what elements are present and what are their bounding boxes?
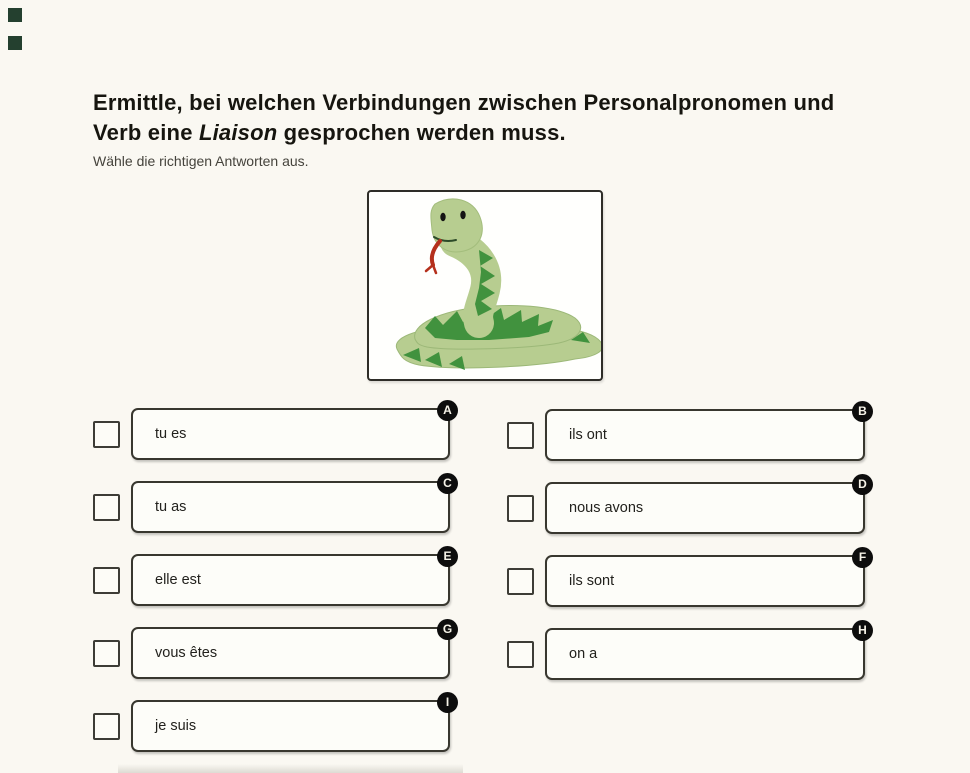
option-checkbox-a[interactable] xyxy=(93,421,120,448)
corner-accent-square-top xyxy=(8,8,22,22)
option-row-i xyxy=(93,695,450,752)
option-button-b[interactable] xyxy=(545,404,867,461)
option-badge-h: H xyxy=(852,620,873,641)
option-badge-a: A xyxy=(437,400,458,421)
options-column-left xyxy=(93,403,453,752)
option-badge-i: I xyxy=(437,692,458,713)
option-checkbox-i[interactable] xyxy=(93,713,120,740)
option-button-e[interactable] xyxy=(131,549,452,606)
option-button-f[interactable] xyxy=(545,550,867,607)
option-badge-g: G xyxy=(437,619,458,640)
option-checkbox-f[interactable] xyxy=(507,568,534,595)
question-line-2: Verb eine Liaison gesprochen werden muss. xyxy=(93,120,566,145)
option-badge-f: F xyxy=(852,547,873,568)
option-button-g[interactable] xyxy=(131,622,453,679)
option-badge-e: E xyxy=(437,546,458,567)
question-italic-term: Liaison xyxy=(198,120,278,145)
option-button-c[interactable] xyxy=(131,476,452,533)
option-row-a xyxy=(93,403,452,460)
option-checkbox-g[interactable] xyxy=(93,640,120,667)
option-row-b xyxy=(507,404,867,461)
option-label-a: tu es xyxy=(155,426,187,442)
option-row-e xyxy=(93,549,452,606)
exercise-instruction: Wähle die richtigen Antworten aus. xyxy=(93,153,309,169)
option-label-i: je suis xyxy=(155,718,197,734)
option-checkbox-h[interactable] xyxy=(507,641,534,668)
bottom-shade xyxy=(118,764,463,773)
option-label-f: ils sont xyxy=(569,573,615,589)
option-badge-d: D xyxy=(852,474,873,495)
option-checkbox-b[interactable] xyxy=(507,422,534,449)
option-checkbox-d[interactable] xyxy=(507,495,534,522)
option-button-h[interactable] xyxy=(545,623,867,680)
snake-illustration xyxy=(369,192,601,379)
option-checkbox-e[interactable] xyxy=(93,567,120,594)
option-button-i[interactable] xyxy=(131,695,450,752)
option-checkbox-c[interactable] xyxy=(93,494,120,521)
option-label-g: vous êtes xyxy=(155,645,218,661)
option-button-d[interactable] xyxy=(545,477,867,534)
option-label-h: on a xyxy=(569,646,598,662)
option-button-a[interactable] xyxy=(131,403,452,460)
corner-accent-square-bottom xyxy=(8,36,22,50)
question-line-1: Ermittle, bei welchen Verbindungen zwischen Personalpronomen und xyxy=(93,90,835,115)
option-label-e: elle est xyxy=(155,572,201,588)
options-column-right xyxy=(507,404,867,680)
option-row-g xyxy=(93,622,453,679)
option-badge-b: B xyxy=(852,401,873,422)
option-row-f xyxy=(507,550,867,607)
option-badge-c: C xyxy=(437,473,458,494)
option-row-c xyxy=(93,476,452,533)
illustration-card xyxy=(367,190,603,381)
option-label-b: ils ont xyxy=(569,427,607,443)
exercise-question xyxy=(93,88,893,148)
option-label-d: nous avons xyxy=(569,500,644,516)
option-row-h xyxy=(507,623,867,680)
option-label-c: tu as xyxy=(155,499,187,515)
option-row-d xyxy=(507,477,867,534)
